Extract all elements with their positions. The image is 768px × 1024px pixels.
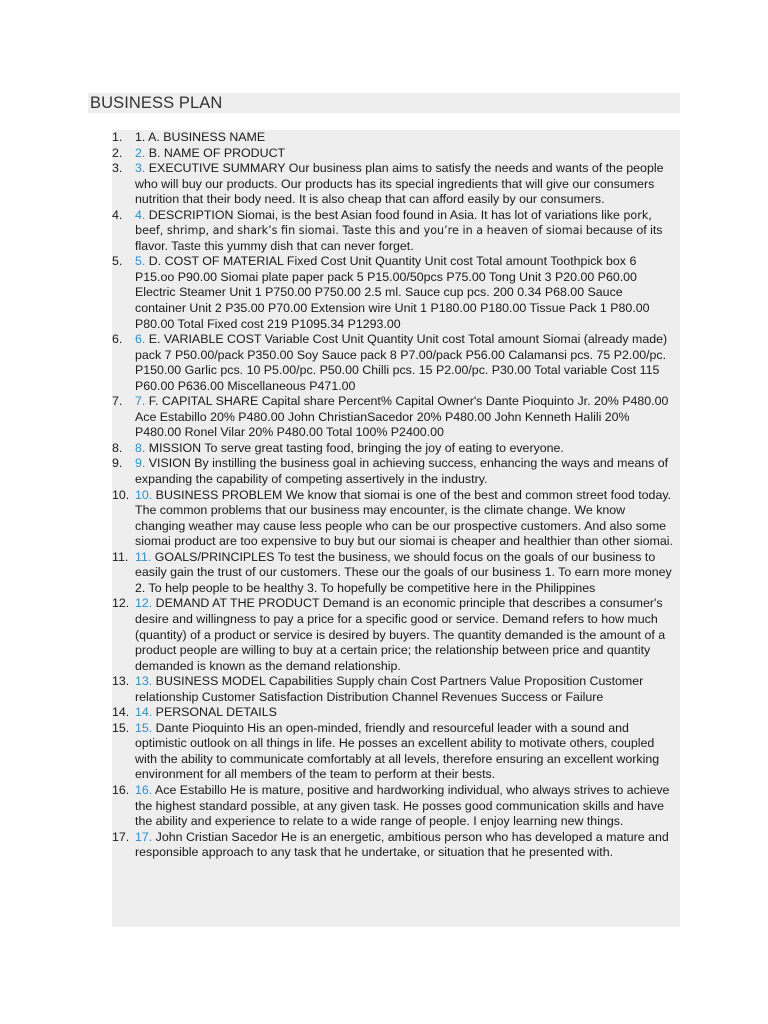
item-reference-link[interactable]: 2. — [135, 145, 146, 160]
list-item — [112, 550, 674, 597]
item-reference-link[interactable]: 8. — [135, 440, 146, 455]
item-text: E. VARIABLE COST Variable Cost Unit Quantity Unit cost Total amount Siomai (already made) pack 7 P50.00/pack P350.00 Soy Sauce pack 8 P7.00/pack P56.00 Calamansi pcs. 75 P2.00/pc. P150.00 Garlic pcs. 10 P5.00/pc. P50.00 Chilli pcs. 15 P2.00/pc. P30.00 Total variable Cost 115 P60.00 P636.00 Miscellaneous P471.00 — [135, 332, 668, 393]
item-reference-link[interactable]: 17. — [135, 829, 153, 844]
list-item — [112, 146, 674, 162]
item-number: 4. — [112, 207, 123, 222]
item-text: Ace Estabillo He is mature, positive and hardworking individual, who always strives to achieve the highest standard possible, at any given task. He posses good communication skills and have the ability and experience to relate to a wide range of people. I enjoy learning new things. — [135, 782, 670, 829]
item-reference-link[interactable]: 5. — [135, 254, 146, 269]
list-item — [112, 394, 674, 441]
item-text: VISION By instilling the business goal in achieving success, enhancing the ways and means of expanding the capability of competing assertively in the industry. — [135, 456, 669, 487]
item-text: MISSION To serve great tasting food, bringing the joy of eating to everyone. — [145, 440, 564, 455]
list-item — [112, 161, 674, 208]
item-text: B. NAME OF PRODUCT — [145, 145, 286, 160]
item-reference-link[interactable]: 6. — [135, 332, 146, 347]
item-number: 7. — [112, 394, 123, 409]
item-reference-link[interactable]: 11. — [135, 549, 152, 564]
item-number: 6. — [112, 332, 123, 347]
item-reference-link[interactable]: 14. — [135, 705, 153, 720]
item-text-alt-font: pork, beef, shrimp, and shark’s fin siomai. Taste this and you’re in a heaven of siomai — [135, 208, 652, 238]
item-number: 17. — [112, 829, 130, 844]
item-number: 2. — [112, 145, 123, 160]
item-text: PERSONAL DETAILS — [152, 705, 277, 720]
item-number: 11. — [112, 549, 129, 564]
item-reference-link[interactable]: 7. — [135, 394, 146, 409]
item-number: 12. — [112, 596, 130, 611]
item-text: John Cristian Sacedor He is an energetic, ambitious person who has developed a mature and responsible approach to any task that he undertake, or situation that he presented with. — [135, 829, 669, 860]
item-number: 16. — [112, 782, 130, 797]
item-text: Dante Pioquinto His an open-minded, friendly and resourceful leader with a sound and optimistic outlook on all things in life. He posses an excellent ability to motivate others, coupled with the ability to communicate comfortably at all levels, therefore ensuring an excellent working environment for all members of the team to perform at their bests. — [135, 720, 660, 782]
item-number: 10. — [112, 487, 130, 502]
item-reference-link[interactable]: 12. — [135, 596, 153, 611]
item-number: 3. — [112, 161, 123, 176]
list-item — [112, 254, 674, 332]
item-text: EXECUTIVE SUMMARY Our business plan aims to satisfy the needs and wants of the people who will buy our products. Our products has its special ingredients that will give our consumers nutrition that their body need. It is also cheap that can afford easily by our consumers. — [135, 161, 664, 207]
list-item — [112, 721, 674, 783]
list-item — [112, 674, 674, 705]
item-reference-link[interactable]: 13. — [135, 674, 153, 689]
item-text-continued: because of its flavor. Taste this yummy dish that can never forget. — [135, 223, 663, 253]
list-item — [112, 208, 674, 255]
numbered-list — [112, 130, 680, 861]
list-item — [112, 130, 674, 146]
item-text: DESCRIPTION Siomai, is the best Asian food found in Asia. It has lot of variations like — [145, 207, 620, 222]
item-number: 5. — [112, 254, 123, 269]
item-text: BUSINESS PROBLEM We know that siomai is one of the best and common street food today. The common problems that our business may encounter, is the climate change. We know changing weather may cause less people who can be our prospective customers. And also some siomai product are too expensive to buy but our siomai is cheaper and healthier than other siomai. — [135, 487, 673, 549]
item-number: 15. — [112, 720, 130, 735]
title-bar — [88, 93, 680, 113]
document-body — [112, 130, 680, 927]
list-item — [112, 783, 674, 830]
item-text: F. CAPITAL SHARE Capital share Percent% Capital Owner's Dante Pioquinto Jr. 20% P480.00 Ace Estabillo 20% P480.00 John ChristianSacedor 20% P480.00 John Kenneth Halili 20% P480.00 Ronel Vilar 20% P480.00 Total 100% P2400.00 — [135, 394, 669, 440]
list-item — [112, 456, 674, 487]
item-reference-link[interactable]: 9. — [135, 456, 146, 471]
item-reference-link[interactable]: 16. — [135, 782, 153, 797]
item-text: GOALS/PRINCIPLES To test the business, we should focus on the goals of our business to easily gain the trust of our customers. These our the goals of our business 1. To earn more money 2. To help people to be healthy 3. To hopefully be competitive here in the Philippines — [135, 549, 672, 595]
list-item — [112, 488, 674, 550]
item-text: BUSINESS MODEL Capabilities Supply chain Cost Partners Value Proposition Customer relationship Customer Satisfaction Distribution Channel Revenues Success or Failure — [135, 674, 644, 704]
item-number: 8. — [112, 440, 123, 455]
list-item — [112, 830, 674, 861]
item-number: 9. — [112, 456, 123, 471]
item-number: 14. — [112, 705, 130, 720]
item-text: D. COST OF MATERIAL Fixed Cost Unit Quantity Unit cost Total amount Toothpick box 6 P15.oo P90.00 Siomai plate paper pack 5 P15.00/50pcs P75.00 Tong Unit 3 P20.00 P60.00 Electric Steamer Unit 1 P750.00 P750.00 2.5 ml. Sauce cup pcs. 200 0.34 P68.00 Sauce container Unit 2 P35.00 P70.00 Extension wire Unit 1 P180.00 P180.00 Tissue Pack 1 P80.00 P80.00 Total Fixed cost 219 P1095.34 P1293.00 — [135, 254, 650, 331]
item-number: 13. — [112, 674, 130, 689]
item-reference-link[interactable]: 10. — [135, 487, 153, 502]
list-item — [112, 441, 674, 457]
item-text: DEMAND AT THE PRODUCT Demand is an economic principle that describes a consumer's desire and willingness to pay a price for a specific good or service. Demand refers to how much (quantity) of a product or service is desired by buyers. The quantity demanded is the amount of a product people are willing to buy at a certain price; the relationship between price and quantity demanded is known as the demand relationship. — [135, 596, 666, 673]
item-reference-link[interactable]: 3. — [135, 161, 146, 176]
item-text: 1. A. BUSINESS NAME — [135, 130, 266, 144]
document-title: BUSINESS PLAN — [90, 94, 223, 112]
list-item — [112, 596, 674, 674]
list-item — [112, 705, 674, 721]
list-item — [112, 332, 674, 394]
item-reference-link[interactable]: 4. — [135, 207, 146, 222]
item-reference-link[interactable]: 15. — [135, 720, 153, 735]
item-number: 1. — [112, 130, 123, 144]
